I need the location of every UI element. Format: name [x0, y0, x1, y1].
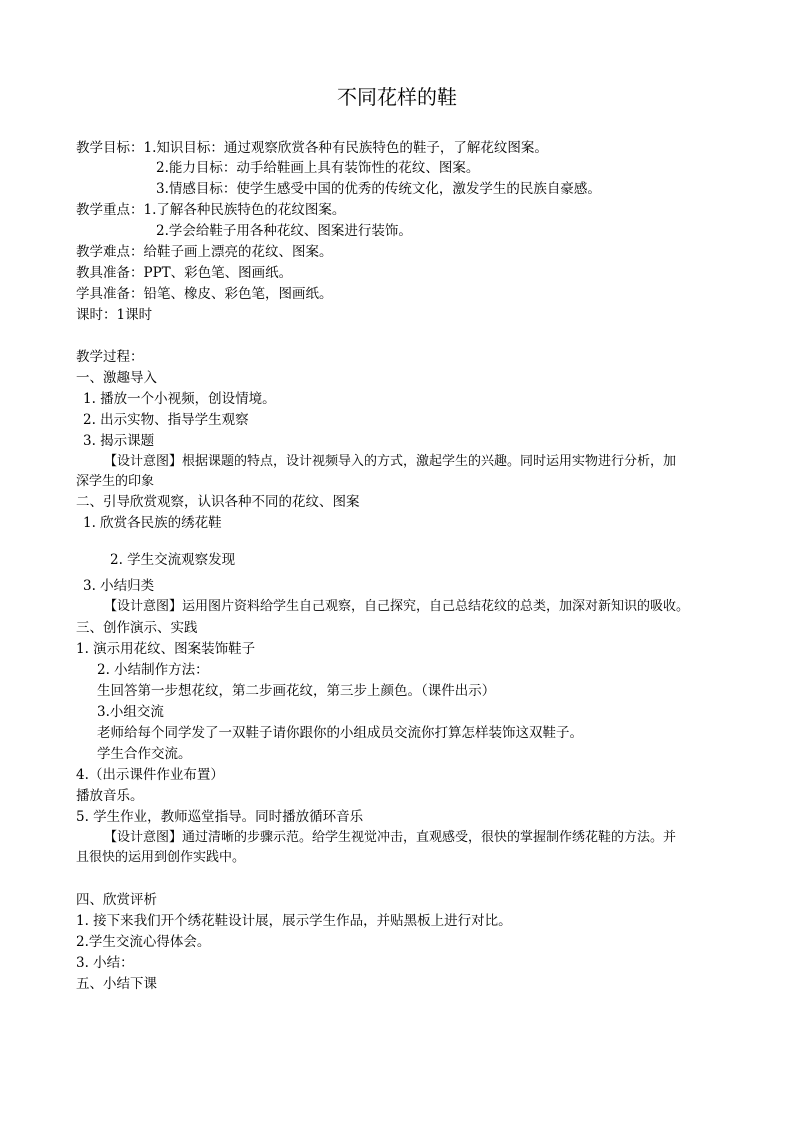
- text-line: 教学目标：1.知识目标：通过观察欣赏各种有民族特色的鞋子，了解花纹图案。: [76, 140, 548, 156]
- section-heading: 二、引导欣赏观察，认识各种不同的花纹、图案: [76, 494, 360, 510]
- design-intent-note: 深学生的印象: [76, 474, 155, 489]
- text-line: 老师给每个同学发了一双鞋子请你跟你的小组成员交流你打算怎样装饰这双鞋子。: [97, 725, 583, 741]
- section-heading: 五、小结下课: [76, 976, 157, 992]
- text-line: 2. 学生交流观察发现: [110, 552, 236, 568]
- text-line: 课时：1课时: [76, 307, 153, 323]
- text-line: 3.小组交流: [97, 704, 164, 720]
- text-line: 播放音乐。: [76, 788, 144, 804]
- text-line: 生回答第一步想花纹，第二步画花纹，第三步上颜色。（课件出示）: [97, 683, 496, 699]
- text-line: 4.（出示课件作业布置）: [76, 767, 224, 783]
- text-line: 5. 学生作业，教师巡堂指导。同时播放循环音乐: [76, 809, 364, 825]
- text-line: 学具准备：铅笔、橡皮、彩色笔，图画纸。: [76, 286, 333, 302]
- text-line: 2. 出示实物、指导学生观察: [83, 412, 249, 428]
- text-line: 2.学会给鞋子用各种花纹、图案进行装饰。: [156, 223, 412, 239]
- design-intent-note: 【设计意图】根据课题的特点，设计视频导入的方式，激起学生的兴趣。同时运用实物进行分析，加: [104, 454, 677, 469]
- design-intent-note: 【设计意图】通过清晰的步骤示范。给学生视觉冲击，直观感受，很快的掌握制作绣花鞋的方法。并: [104, 830, 677, 845]
- section-heading: 四、欣赏评析: [76, 892, 157, 908]
- text-line: 教学重点：1.了解各种民族特色的花纹图案。: [76, 202, 346, 218]
- text-line: 2. 小结制作方法：: [97, 662, 209, 678]
- text-line: 教学过程：: [76, 349, 144, 365]
- text-line: 3.情感目标：使学生感受中国的优秀的传统文化，激发学生的民族自豪感。: [156, 181, 601, 197]
- document-title: 不同花样的鞋: [337, 85, 457, 109]
- text-line: 2.学生交流心得体会。: [76, 934, 211, 950]
- text-line: 教具准备：PPT、彩色笔、图画纸。: [76, 265, 293, 281]
- text-line: 3. 揭示课题: [83, 433, 155, 449]
- section-heading: 一、激趣导入: [76, 370, 157, 386]
- text-line: 2.能力目标：动手给鞋画上具有装饰性的花纹、图案。: [156, 160, 480, 176]
- text-line: 1. 接下来我们开个绣花鞋设计展，展示学生作品，并贴黑板上进行对比。: [76, 913, 512, 929]
- text-line: 学生合作交流。: [97, 746, 192, 762]
- text-line: 1. 演示用花纹、图案装饰鞋子: [76, 641, 256, 657]
- section-heading: 三、创作演示、实践: [76, 620, 198, 636]
- design-intent-note: 【设计意图】运用图片资料给学生自己观察，自己探究，自己总结花纹的总类，加深对新知识的吸收。: [104, 599, 690, 614]
- design-intent-note: 且很快的运用到创作实践中。: [76, 850, 246, 865]
- text-line: 教学难点：给鞋子画上漂亮的花纹、图案。: [76, 244, 333, 260]
- text-line: 1. 欣赏各民族的绣花鞋: [83, 515, 222, 531]
- text-line: 3. 小结归类: [83, 578, 155, 594]
- text-line: 1. 播放一个小视频，创设情境。: [83, 391, 276, 407]
- text-line: 3. 小结：: [76, 955, 134, 971]
